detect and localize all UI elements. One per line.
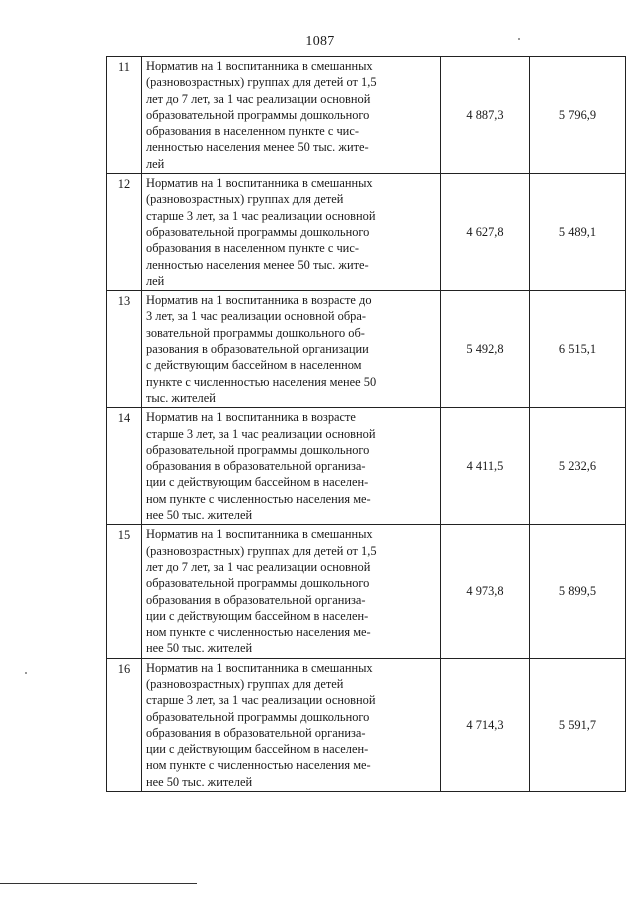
description-line: образования в населенном пункте с чис- (146, 124, 359, 139)
row-number: 11 (107, 57, 142, 174)
description-line: нее 50 тыс. жителей (146, 774, 253, 789)
norm-value-2: 5 232,6 (530, 408, 626, 525)
description-line: ции с действующим бассейном в населен- (146, 608, 369, 623)
description-line: старше 3 лет, за 1 час реализации основной (146, 426, 376, 441)
description-line: разования в образовательной организации (146, 342, 369, 357)
description-line: образовательной программы дошкольного (146, 224, 370, 239)
description-line: ном пункте с численностью населения ме- (146, 625, 371, 640)
description-line: (разновозрастных) группах для детей от 1,5 (146, 543, 377, 558)
norms-table-body (107, 57, 626, 792)
norm-description (142, 57, 441, 174)
description-line: Норматив на 1 воспитанника в смешанных (146, 176, 373, 191)
row-number: 12 (107, 174, 142, 291)
description-line: Норматив на 1 воспитанника в смешанных (146, 660, 373, 675)
norm-value-1: 4 973,8 (441, 525, 530, 658)
description-line: лей (146, 273, 165, 288)
description-line: образования в образовательной организа- (146, 592, 366, 607)
footnote-rule (0, 883, 197, 884)
norm-value-2: 5 796,9 (530, 57, 626, 174)
row-number: 15 (107, 525, 142, 658)
description-line: лей (146, 156, 165, 171)
description-line: ции с действующим бассейном в населен- (146, 475, 369, 490)
row-number: 16 (107, 658, 142, 791)
norm-value-1: 4 887,3 (441, 57, 530, 174)
norm-value-2: 6 515,1 (530, 291, 626, 408)
description-line: старше 3 лет, за 1 час реализации основной (146, 693, 376, 708)
description-line: образовательной программы дошкольного (146, 709, 370, 724)
description-line: лет до 7 лет, за 1 час реализации основной (146, 91, 371, 106)
description-line: нее 50 тыс. жителей (146, 508, 253, 523)
description-line: (разновозрастных) группах для детей (146, 192, 344, 207)
table-row (107, 57, 626, 174)
description-line: образования в населенном пункте с чис- (146, 241, 359, 256)
norm-value-2: 5 899,5 (530, 525, 626, 658)
norm-description (142, 525, 441, 658)
description-line: тыс. жителей (146, 390, 216, 405)
norm-description (142, 291, 441, 408)
table-row (107, 658, 626, 791)
description-line: образования в образовательной организа- (146, 725, 366, 740)
description-line: Норматив на 1 воспитанника в возрасте (146, 410, 356, 425)
description-line: образовательной программы дошкольного (146, 576, 370, 591)
norm-description (142, 408, 441, 525)
norm-value-2: 5 591,7 (530, 658, 626, 791)
description-line: Норматив на 1 воспитанника в смешанных (146, 527, 373, 542)
description-line: ленностью населения менее 50 тыс. жите- (146, 140, 369, 155)
norm-value-1: 4 714,3 (441, 658, 530, 791)
table-row (107, 291, 626, 408)
description-line: с действующим бассейном в населенном (146, 358, 362, 373)
description-line: образования в образовательной организа- (146, 459, 366, 474)
table-row (107, 174, 626, 291)
description-line: 3 лет, за 1 час реализации основной обра- (146, 309, 366, 324)
description-line: Норматив на 1 воспитанника в смешанных (146, 59, 373, 73)
norm-description (142, 658, 441, 791)
description-line: старше 3 лет, за 1 час реализации основной (146, 208, 376, 223)
norm-value-1: 4 411,5 (441, 408, 530, 525)
scan-speck (518, 38, 520, 40)
norm-value-1: 4 627,8 (441, 174, 530, 291)
description-line: зовательной программы дошкольного об- (146, 325, 365, 340)
description-line: (разновозрастных) группах для детей от 1,5 (146, 75, 377, 90)
description-line: ном пункте с численностью населения ме- (146, 758, 371, 773)
norms-table (106, 56, 626, 792)
description-line: пункте с численностью населения менее 50 (146, 374, 377, 389)
norm-value-1: 5 492,8 (441, 291, 530, 408)
description-line: ции с действующим бассейном в населен- (146, 742, 369, 757)
row-number: 14 (107, 408, 142, 525)
description-line: ном пункте с численностью населения ме- (146, 491, 371, 506)
description-line: образовательной программы дошкольного (146, 107, 370, 122)
table-row (107, 408, 626, 525)
row-number: 13 (107, 291, 142, 408)
scan-speck (25, 672, 27, 674)
description-line: образовательной программы дошкольного (146, 442, 370, 457)
norm-description (142, 174, 441, 291)
description-line: Норматив на 1 воспитанника в возрасте до (146, 293, 372, 308)
description-line: нее 50 тыс. жителей (146, 641, 253, 656)
table-row (107, 525, 626, 658)
description-line: ленностью населения менее 50 тыс. жите- (146, 257, 369, 272)
norm-value-2: 5 489,1 (530, 174, 626, 291)
page-number: 1087 (305, 34, 335, 49)
description-line: лет до 7 лет, за 1 час реализации основной (146, 559, 371, 574)
description-line: (разновозрастных) группах для детей (146, 676, 344, 691)
